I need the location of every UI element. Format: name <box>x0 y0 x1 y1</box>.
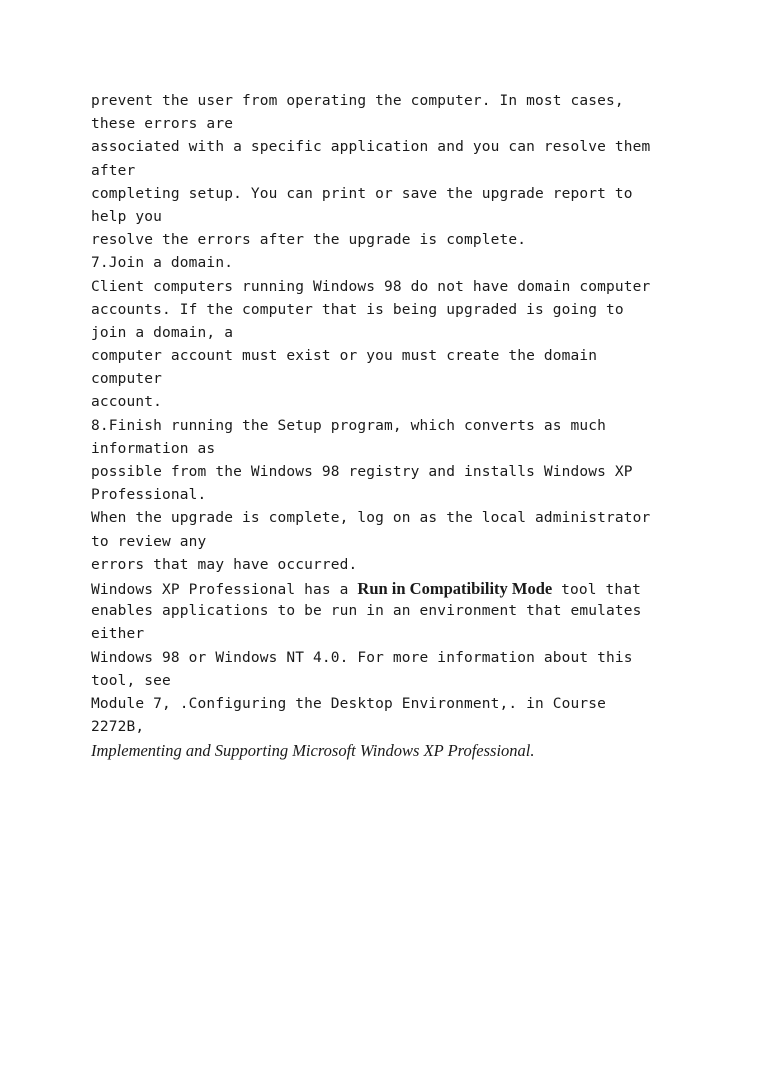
text-line: completing setup. You can print or save the upgrade report to <box>91 185 633 202</box>
text-line: associated with a specific application and you can resolve them <box>91 139 651 156</box>
text-line: Professional. <box>91 487 207 504</box>
text-line: information as <box>91 440 216 457</box>
text-line: Windows 98 or Windows NT 4.0. For more information about this <box>91 649 633 666</box>
compatibility-mode-line <box>91 577 711 600</box>
course-title: Implementing and Supporting Microsoft Windows XP Professional. <box>91 741 535 761</box>
text-line: possible from the Windows 98 registry and installs Windows XP <box>91 464 633 480</box>
text-line: Client computers running Windows 98 do not have domain computer <box>91 278 651 295</box>
text-line: join a domain, a <box>91 324 234 341</box>
text-line: these errors are <box>91 116 234 133</box>
document-page <box>91 90 711 762</box>
text-line: tool, see <box>91 672 171 689</box>
text-line: Module 7, .Configuring the Desktop Environment,. in Course <box>91 695 607 712</box>
text-line: resolve the errors after the upgrade is complete. <box>91 232 527 249</box>
text-line: computer account must exist or you must create the domain <box>91 348 598 365</box>
text-line: 2272B, <box>91 719 145 736</box>
compat-text-after: tool that <box>552 581 642 598</box>
compatibility-mode-term: Run in Compatibility Mode <box>357 578 553 598</box>
text-line: accounts. If the computer that is being upgraded is going to <box>91 301 624 318</box>
text-line: computer <box>91 371 163 388</box>
text-line: prevent the user from operating the computer. In most cases, <box>91 93 624 109</box>
text-line: either <box>91 626 145 643</box>
text-line: When the upgrade is complete, log on as the local administrator <box>91 510 651 527</box>
text-line: after <box>91 162 136 179</box>
text-line: account. <box>91 394 163 411</box>
text-line: errors that may have occurred. <box>91 556 358 573</box>
text-line: help you <box>91 208 163 225</box>
step-heading: 7.Join a domain. <box>91 255 234 272</box>
text-line: to review any <box>91 533 207 550</box>
step-heading: 8.Finish running the Setup program, which converts as much <box>91 417 607 434</box>
compat-text-before: Windows XP Professional has a <box>91 581 358 598</box>
text-line: enables applications to be run in an environment that emulates <box>91 603 642 620</box>
